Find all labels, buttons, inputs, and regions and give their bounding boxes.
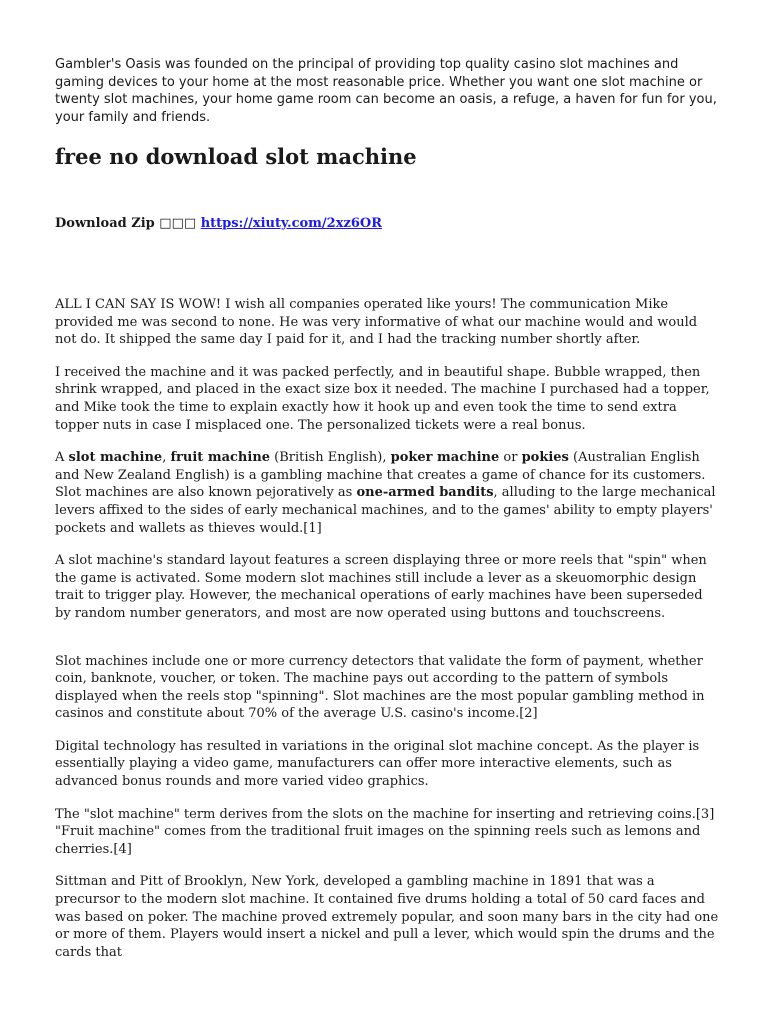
paragraph-currency: Slot machines include one or more currency detectors that validate the form of payment, whether coin, banknote, voucher, or token. The machine pays out according to the pattern of symbols displayed when the reels stop "spinning". Slot machines are the most popular gambling method in casinos and constitute about 70% of the average U.S. casino's income.[2] — [55, 653, 705, 722]
article-body — [55, 296, 720, 961]
download-label: Download Zip — [55, 216, 155, 231]
paragraph-layout: A slot machine's standard layout features a screen displaying three or more reels that "spin" when the game is activated. Some modern slot machines still include a lever as a skeuomorphic design trait to trigger play. However, the mechanical operations of early machines have been superseded by random number generators, and most are now operated using buttons and touchscreens. — [55, 553, 707, 621]
text-run: , — [162, 450, 171, 466]
bold-term: poker machine — [390, 450, 500, 466]
text-run: or — [499, 450, 522, 466]
paragraph-term: The "slot machine" term derives from the slots on the machine for inserting and retrieving coins.[3] "Fruit machine" comes from the traditional fruit images on the spinning reels such as lemons and cherries.[4] — [55, 806, 715, 857]
download-link[interactable]: https://xiuty.com/2xz6OR — [200, 216, 383, 231]
page-heading: free no download slot machine — [55, 144, 417, 169]
bold-term: pokies — [521, 450, 569, 466]
download-line — [55, 215, 720, 233]
text-run: , alluding to the large mechanical levers affixed to the sides of early mechanical machines, and to the games' ability to empty players' pockets and wallets as thieves would.[1] — [55, 485, 716, 536]
bold-term: slot machine — [68, 450, 163, 466]
paragraph-testimonial-2: I received the machine and it was packed perfectly, and in beautiful shape. Bubble wrapped, then shrink wrapped, and placed in the exact size box it needed. The machine I purchased had a topper, and Mike took the time to explain exactly how it hook up and even took the time to send extra topper nuts in case I misplaced one. The personalized tickets were a real bonus. — [55, 364, 710, 433]
arrow-glyphs: □□□ — [159, 216, 197, 231]
bold-term: fruit machine — [170, 450, 271, 466]
paragraph-digital: Digital technology has resulted in variations in the original slot machine concept. As the player is essentially playing a video game, manufacturers can offer more interactive elements, such as advanced bonus rounds and more varied video graphics. — [55, 738, 700, 790]
text-run: A — [55, 450, 69, 466]
paragraph-definition — [55, 449, 720, 537]
document-page — [55, 56, 720, 976]
paragraph-testimonial-1: ALL I CAN SAY IS WOW! I wish all companies operated like yours! The communication Mike provided me was second to none. He was very informative of what our machine would and would not do. It shipped the same day I paid for it, and I had the tracking number shortly after. — [55, 297, 698, 348]
text-run: (British English), — [270, 450, 391, 466]
paragraph-history: Sittman and Pitt of Brooklyn, New York, developed a gambling machine in 1891 that was a precursor to the modern slot machine. It contained five drums holding a total of 50 card faces and was based on poker. The machine proved extremely popular, and soon many bars in the city had one or more of them. Players would insert a nickel and pull a lever, which would spin the drums and the cards that — [55, 874, 719, 960]
intro-paragraph: Gambler's Oasis was founded on the principal of providing top quality casino slot machines and gaming devices to your home at the most reasonable price. Whether you want one slot machine or twenty slot machines, your home game room can become an oasis, a refuge, a haven for fun for you, your family and friends. — [55, 57, 717, 125]
text-run: (Australian English and New Zealand English) is a gambling machine that creates a game of chance for its customers. Slot machines are also known pejoratively as — [55, 450, 706, 501]
bold-term: one-armed bandits — [356, 485, 494, 501]
